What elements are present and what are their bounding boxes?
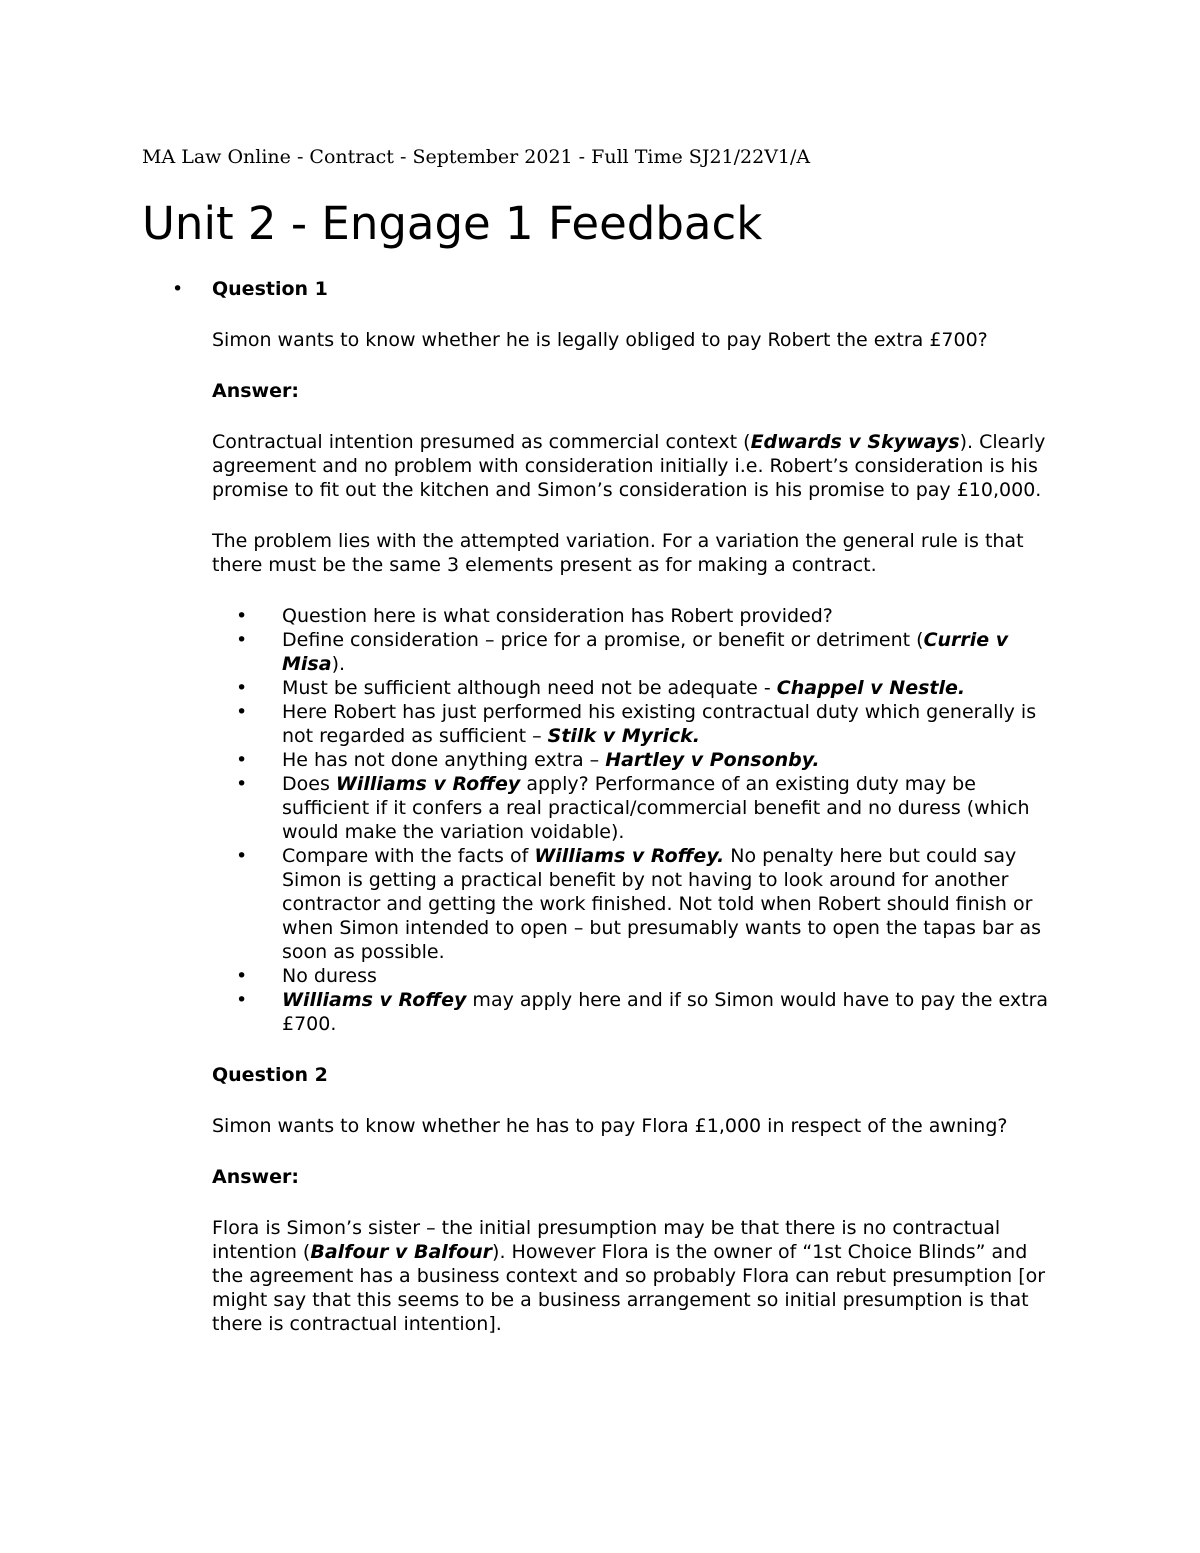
text-run: ). However Flora is the owner of “1st Choice Blinds” and the agreement has a business context and so probably Flora can rebut presumption [or might say that this seems to be a business arrangement so initial presumption is that there is contractual intention]. bbox=[212, 1241, 1046, 1335]
analysis-points-list bbox=[212, 604, 1062, 1036]
text-run: Flora is Simon’s sister – the initial presumption may be that there is no contractual intention ( bbox=[212, 1217, 1001, 1263]
case-citation: Currie v Misa bbox=[282, 629, 1009, 675]
text-run: Must be sufficient although need not be adequate - bbox=[282, 677, 777, 699]
bullet-icon: • bbox=[236, 701, 248, 723]
case-citation: Edwards v Skyways bbox=[750, 431, 960, 453]
text-run: apply? Performance of an existing duty may be sufficient if it confers a real practical/commercial benefit and no duress (which would make the variation voidable). bbox=[282, 773, 1030, 843]
bullet-icon: • bbox=[236, 749, 248, 771]
question-2-answer-paragraph-1 bbox=[212, 1216, 1062, 1336]
text-run: Question here is what consideration has Robert provided? bbox=[282, 605, 833, 627]
bullet-icon: • bbox=[236, 677, 248, 699]
list-item bbox=[236, 988, 1062, 1036]
question-1-prompt: Simon wants to know whether he is legally obliged to pay Robert the extra £700? bbox=[212, 329, 988, 351]
list-item bbox=[236, 772, 1062, 844]
document-body bbox=[172, 277, 1062, 1336]
list-item bbox=[236, 844, 1062, 964]
case-citation: Williams v Roffey bbox=[335, 773, 521, 795]
list-item bbox=[236, 604, 1062, 628]
list-item bbox=[236, 748, 1062, 772]
page-title: Unit 2 - Engage 1 Feedback bbox=[142, 197, 763, 250]
text-run: Here Robert has just performed his existing contractual duty which generally is not regarded as sufficient – bbox=[282, 701, 1037, 747]
text-run: Define consideration – price for a promise, or benefit or detriment ( bbox=[282, 629, 924, 651]
question-2-heading: Question 2 bbox=[212, 1064, 328, 1086]
text-run: ). Clearly agreement and no problem with consideration initially i.e. Robert’s consideration is his promise to fit out the kitchen and Simon’s consideration is his promise to pay £10,000. bbox=[212, 431, 1046, 501]
bullet-icon: • bbox=[236, 605, 248, 627]
text-run: No duress bbox=[282, 965, 377, 987]
text-run: Compare with the facts of bbox=[282, 845, 535, 867]
case-citation: Williams v Roffey. bbox=[534, 845, 725, 867]
text-run: No penalty here but could say Simon is getting a practical benefit by not having to look around for another contractor and getting the work finished. Not told when Robert should finish or when Simon intended to open – but presumably wants to open the tapas bar as soon as possible. bbox=[282, 845, 1042, 963]
course-line: MA Law Online - Contract - September 2021 - Full Time SJ21/22V1/A bbox=[142, 146, 811, 168]
case-citation: Chappel v Nestle. bbox=[776, 677, 966, 699]
bullet-icon: • bbox=[172, 278, 184, 300]
question-1-answer-paragraph-2: The problem lies with the attempted variation. For a variation the general rule is that there must be the same 3 elements present as for making a contract. bbox=[212, 530, 1024, 576]
text-run: ). bbox=[331, 653, 346, 675]
case-citation: Williams v Roffey bbox=[282, 989, 467, 1011]
list-item bbox=[236, 964, 1062, 988]
question-1-heading bbox=[172, 277, 1062, 301]
question-1-answer-label: Answer: bbox=[212, 380, 299, 402]
case-citation: Balfour v Balfour bbox=[310, 1241, 493, 1263]
text-run: Does bbox=[282, 773, 336, 795]
bullet-icon: • bbox=[236, 629, 248, 651]
text-run: Contractual intention presumed as commercial context ( bbox=[212, 431, 751, 453]
list-item bbox=[236, 676, 1062, 700]
question-1-heading-text: Question 1 bbox=[212, 278, 328, 300]
bullet-icon: • bbox=[236, 773, 248, 795]
question-2-prompt: Simon wants to know whether he has to pay Flora £1,000 in respect of the awning? bbox=[212, 1115, 1008, 1137]
case-citation: Stilk v Myrick. bbox=[547, 725, 700, 747]
list-item bbox=[236, 628, 1062, 676]
list-item bbox=[236, 700, 1062, 748]
question-1-answer-paragraph-1 bbox=[212, 430, 1062, 502]
text-run: He has not done anything extra – bbox=[282, 749, 606, 771]
text-run: may apply here and if so Simon would have to pay the extra £700. bbox=[282, 989, 1049, 1035]
bullet-icon: • bbox=[236, 965, 248, 987]
bullet-icon: • bbox=[236, 845, 248, 867]
bullet-icon: • bbox=[236, 989, 248, 1011]
case-citation: Hartley v Ponsonby. bbox=[605, 749, 820, 771]
question-2-answer-label: Answer: bbox=[212, 1166, 299, 1188]
